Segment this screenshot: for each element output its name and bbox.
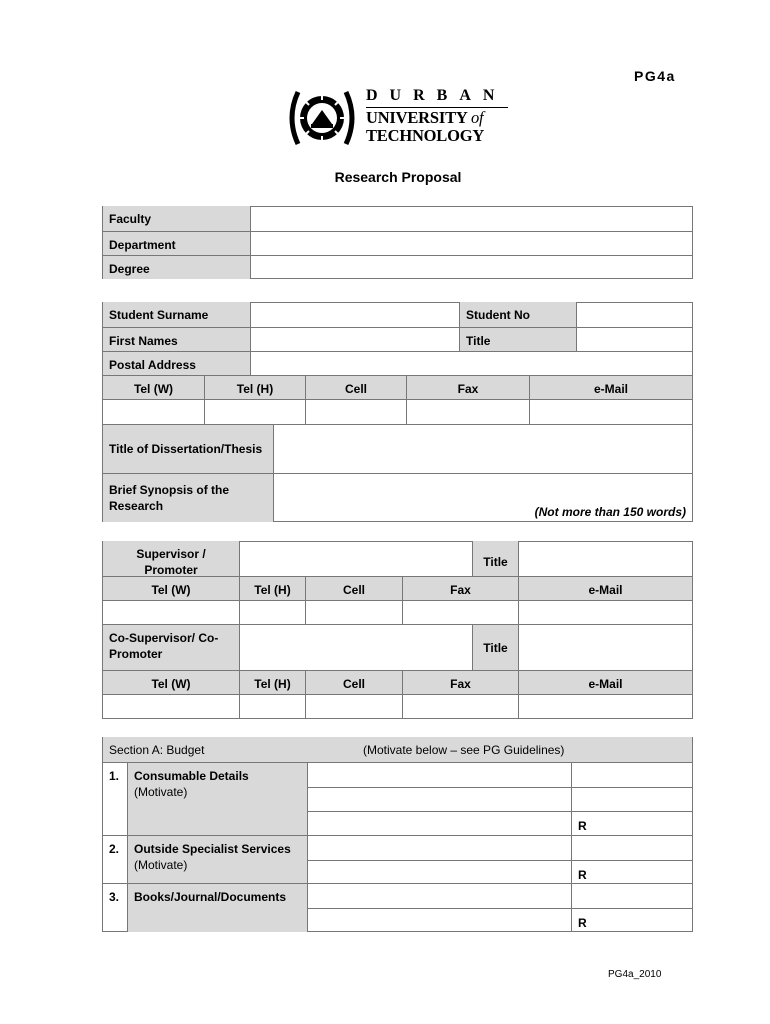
co-supervisor-field[interactable] [239, 625, 472, 670]
fax-header: Fax [406, 376, 529, 400]
postal-address-field[interactable] [250, 352, 692, 376]
tel-h-header: Tel (H) [204, 376, 305, 400]
sup-cell-field[interactable] [305, 601, 402, 625]
currency-symbol: R [578, 916, 587, 930]
co-cell-header: Cell [305, 671, 402, 695]
supervisor-title-field[interactable] [518, 541, 692, 576]
sup-email-header: e-Mail [518, 577, 692, 601]
co-supervisor-title-field[interactable] [518, 625, 692, 670]
title-label: Title [459, 328, 576, 352]
co-supervisor-title-label: Title [472, 625, 518, 670]
title-field[interactable] [576, 328, 692, 352]
currency-symbol: R [578, 819, 587, 833]
faculty-field[interactable] [250, 206, 692, 231]
budget-item-1-label: Consumable Details (Motivate) [127, 763, 307, 835]
budget-item-2-line-2[interactable] [308, 860, 571, 884]
budget-item-1-number: 1. [109, 769, 120, 783]
dissertation-title-field[interactable] [273, 425, 692, 473]
student-table [102, 302, 693, 522]
budget-item-1-line-1[interactable] [308, 763, 571, 787]
cell-header: Cell [305, 376, 406, 400]
co-fax-header: Fax [402, 671, 518, 695]
co-tel-w-header: Tel (W) [103, 671, 239, 695]
co-supervisor-label: Co-Supervisor/ Co-Promoter [103, 625, 239, 670]
page-title: Research Proposal [334, 169, 462, 185]
sup-tel-h-header: Tel (H) [239, 577, 305, 601]
budget-header-row [103, 737, 692, 762]
co-tel-h-header: Tel (H) [239, 671, 305, 695]
faculty-label: Faculty [103, 206, 250, 231]
sup-fax-header: Fax [402, 577, 518, 601]
budget-item-1-line-2[interactable] [308, 787, 571, 811]
budget-item-2-line-1[interactable] [308, 836, 571, 860]
budget-item-1-total[interactable] [572, 811, 692, 835]
co-email-field[interactable] [518, 695, 692, 719]
budget-item-3-line-2[interactable] [308, 908, 571, 933]
sup-tel-w-header: Tel (W) [103, 577, 239, 601]
supervisor-field[interactable] [239, 541, 472, 576]
budget-item-3-number: 3. [109, 890, 120, 904]
cell-field[interactable] [305, 400, 406, 424]
email-field[interactable] [529, 400, 692, 424]
first-names-label: First Names [103, 328, 250, 352]
sup-tel-w-field[interactable] [103, 601, 239, 625]
budget-item-3-total[interactable] [572, 908, 692, 933]
budget-item-2-label: Outside Specialist Services (Motivate) [127, 836, 307, 883]
sup-cell-header: Cell [305, 577, 402, 601]
student-no-field[interactable] [576, 302, 692, 327]
logo-wordmark [366, 86, 508, 145]
supervisor-label: Supervisor / Promoter [103, 541, 239, 576]
synopsis-word-limit: (Not more than 150 words) [534, 505, 686, 519]
budget-item-2-number: 2. [109, 842, 120, 856]
form-code: PG4a [634, 68, 676, 84]
department-field[interactable] [250, 232, 692, 256]
co-email-header: e-Mail [518, 671, 692, 695]
faculty-table [102, 206, 693, 279]
co-cell-field[interactable] [305, 695, 402, 719]
synopsis-field[interactable] [273, 474, 692, 522]
budget-item-3-line-1[interactable] [308, 884, 571, 908]
synopsis-label: Brief Synopsis of the Research [103, 474, 273, 522]
sup-email-field[interactable] [518, 601, 692, 625]
dissertation-title-label: Title of Dissertation/Thesis [103, 425, 273, 473]
postal-address-label: Postal Address [103, 352, 250, 376]
university-logo [284, 86, 514, 150]
budget-heading: Section A: Budget [109, 743, 205, 757]
cog-emblem-icon [284, 86, 360, 150]
co-tel-w-field[interactable] [103, 695, 239, 719]
budget-motivate-note: (Motivate below – see PG Guidelines) [363, 743, 565, 757]
budget-item-2-total[interactable] [572, 860, 692, 884]
logo-line-durban: DURBAN [366, 87, 507, 104]
co-tel-h-field[interactable] [239, 695, 305, 719]
budget-item-1-line-3[interactable] [308, 811, 571, 835]
tel-h-field[interactable] [204, 400, 305, 424]
budget-item-2-amount-1[interactable] [572, 836, 692, 860]
currency-symbol: R [578, 868, 587, 882]
budget-item-3-amount-1[interactable] [572, 884, 692, 908]
sup-fax-field[interactable] [402, 601, 518, 625]
footer-form-code: PG4a_2010 [608, 969, 662, 980]
email-header: e-Mail [529, 376, 692, 400]
tel-w-header: Tel (W) [103, 376, 204, 400]
logo-line-university: UNIVERSITY of [366, 108, 484, 127]
fax-field[interactable] [406, 400, 529, 424]
budget-item-3-label: Books/Journal/Documents [127, 884, 307, 932]
first-names-field[interactable] [250, 328, 459, 352]
degree-field[interactable] [250, 256, 692, 279]
supervisor-title-label: Title [472, 541, 518, 576]
department-label: Department [103, 232, 250, 256]
surname-label: Student Surname [103, 302, 250, 327]
co-fax-field[interactable] [402, 695, 518, 719]
logo-line-technology: TECHNOLOGY [366, 126, 485, 145]
budget-item-1-amount-2[interactable] [572, 787, 692, 811]
sup-tel-h-field[interactable] [239, 601, 305, 625]
budget-table [102, 737, 693, 932]
degree-label: Degree [103, 256, 250, 279]
budget-item-1-amount-1[interactable] [572, 763, 692, 787]
surname-field[interactable] [250, 302, 459, 327]
student-no-label: Student No [459, 302, 576, 327]
supervisor-table [102, 541, 693, 719]
tel-w-field[interactable] [103, 400, 204, 424]
